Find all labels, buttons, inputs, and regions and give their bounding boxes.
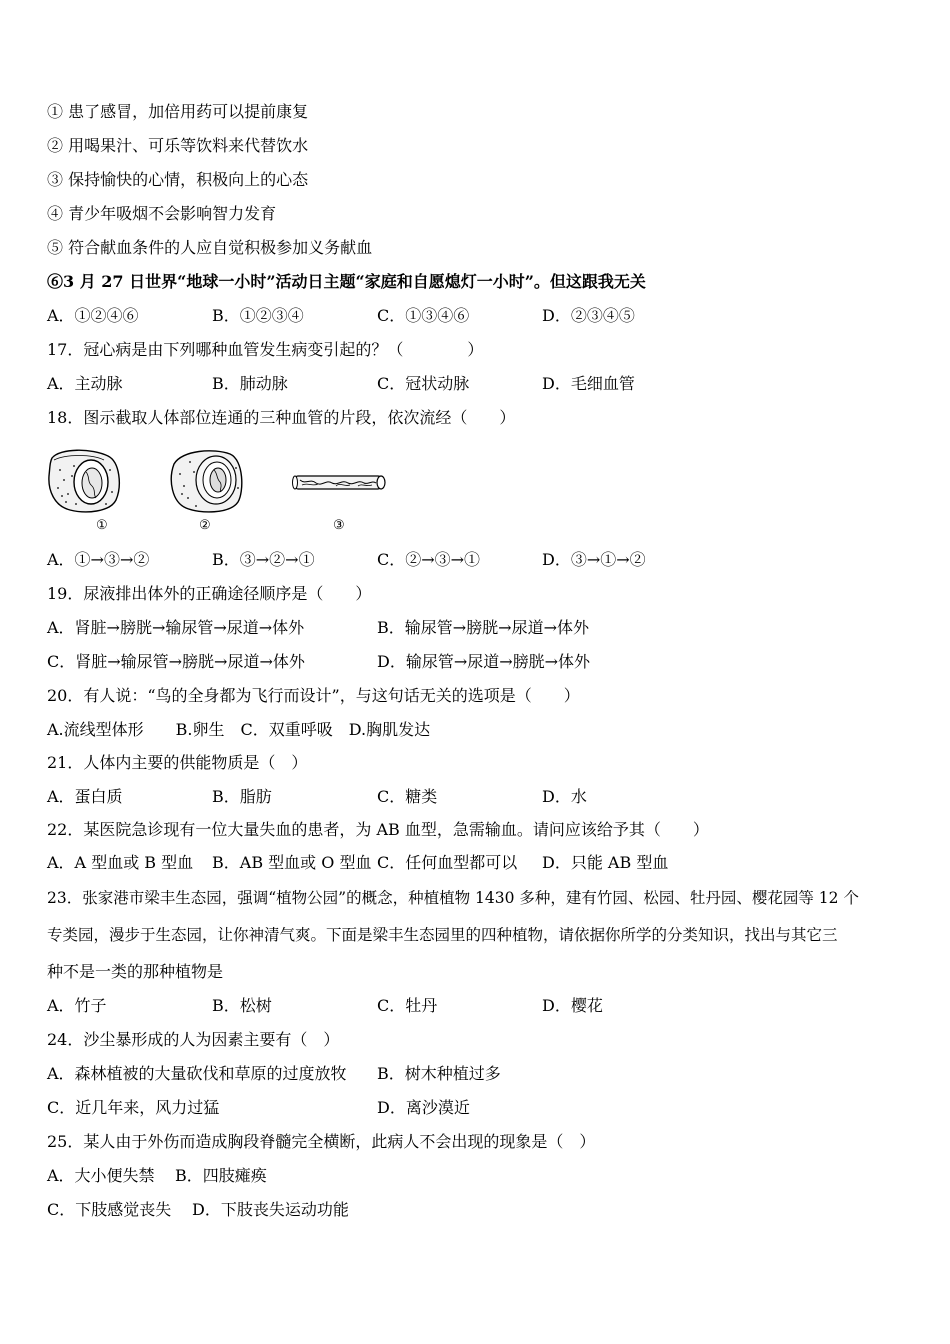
q18-option-d: D．③→①→② <box>542 550 646 569</box>
q25-option-a: A．大小便失禁 <box>47 1166 155 1185</box>
q24-option-b: B．树木种植过多 <box>377 1064 501 1083</box>
q22-stem: 22．某医院急诊现有一位大量失血的患者，为 AB 血型，急需输血。请问应该给予其（ ） <box>47 820 709 839</box>
q24-stem: 24．沙尘暴形成的人为因素主要有（ ） <box>47 1030 340 1049</box>
intro-item-3: ③ 保持愉快的心情，积极向上的心态 <box>47 170 309 189</box>
q23-stem-line-3: 种不是一类的那种植物是 <box>47 962 224 981</box>
q20-stem: 20．有人说：“鸟的全身都为飞行而设计”，与这句话无关的选项是（ ） <box>47 686 580 705</box>
q19-stem: 19．尿液排出体外的正确途径顺序是（ ） <box>47 584 372 603</box>
q19-option-a: A．肾脏→膀胱→输尿管→尿道→体外 <box>47 618 305 637</box>
q17-stem: 17．冠心病是由下列哪种血管发生病变引起的？（ ） <box>47 340 484 359</box>
vessel-label-3: ③ <box>333 518 345 533</box>
q21-option-a: A．蛋白质 <box>47 787 123 806</box>
q16-option-b: B．①②③④ <box>212 306 304 325</box>
q23-option-b: B．松树 <box>212 996 272 1015</box>
intro-item-4: ④ 青少年吸烟不会影响智力发育 <box>47 204 277 223</box>
q19-option-b: B．输尿管→膀胱→尿道→体外 <box>377 618 589 637</box>
q25-stem: 25．某人由于外伤而造成胸段脊髓完全横断，此病人不会出现的现象是（ ） <box>47 1132 596 1151</box>
q18-option-a: A．①→③→② <box>47 550 150 569</box>
q16-option-a: A．①②④⑥ <box>47 306 139 325</box>
q24-option-d: D．离沙漠近 <box>377 1098 470 1117</box>
q18-stem: 18．图示截取人体部位连通的三种血管的片段，依次流经（ ） <box>47 408 516 427</box>
q23-stem-line-1: 23．张家港市梁丰生态园，强调“植物公园”的概念，种植植物 1430 多种，建有竹园、松园、牡丹园、樱花园等 12 个 <box>47 889 859 907</box>
q22-option-b: B．AB 型血或 O 型血 <box>212 853 372 872</box>
q21-option-b: B．脂肪 <box>212 787 272 806</box>
q16-option-d: D．②③④⑤ <box>542 306 635 325</box>
q18-option-c: C．②→③→① <box>377 550 481 569</box>
vessel-figure-1 <box>46 446 124 516</box>
q23-stem-line-2: 专类园，漫步于生态园，让你神清气爽。下面是梁丰生态园里的四种植物，请依据你所学的分类知识，找出与其它三 <box>47 926 838 944</box>
q25-option-b: B．四肢瘫痪 <box>175 1166 267 1185</box>
q17-option-d: D．毛细血管 <box>542 374 635 393</box>
q21-stem: 21．人体内主要的供能物质是（ ） <box>47 753 308 772</box>
q23-option-c: C．牡丹 <box>377 996 438 1015</box>
q22-option-a: A．A 型血或 B 型血 <box>47 853 194 872</box>
q23-option-d: D．樱花 <box>542 996 603 1015</box>
intro-item-1: ① 患了感冒，加倍用药可以提前康复 <box>47 102 309 121</box>
q22-option-c: C．任何血型都可以 <box>377 853 518 872</box>
q16-option-c: C．①③④⑥ <box>377 306 470 325</box>
q22-option-d: D．只能 AB 型血 <box>542 853 669 872</box>
q19-option-d: D．输尿管→尿道→膀胱→体外 <box>377 652 591 671</box>
q20-options: A.流线型体形 B.卵生 C．双重呼吸 D.胸肌发达 <box>47 720 431 739</box>
q23-option-a: A．竹子 <box>47 996 107 1015</box>
vessel-label-2: ② <box>199 518 211 533</box>
q25-option-c: C．下肢感觉丧失 <box>47 1200 172 1219</box>
q25-option-d: D．下肢丧失运动功能 <box>192 1200 349 1219</box>
intro-item-2: ② 用喝果汁、可乐等饮料来代替饮水 <box>47 136 309 155</box>
q21-option-d: D．水 <box>542 787 587 806</box>
q17-option-c: C．冠状动脉 <box>377 374 470 393</box>
q17-option-b: B．肺动脉 <box>212 374 288 393</box>
q18-option-b: B．③→②→① <box>212 550 315 569</box>
vessel-figure-3 <box>292 472 388 494</box>
q21-option-c: C．糖类 <box>377 787 438 806</box>
q24-option-a: A．森林植被的大量砍伐和草原的过度放牧 <box>47 1064 347 1083</box>
q17-option-a: A．主动脉 <box>47 374 123 393</box>
vessel-label-1: ① <box>96 518 108 533</box>
q24-option-c: C．近几年来，风力过猛 <box>47 1098 220 1117</box>
intro-item-6: ⑥3 月 27 日世界“地球一小时”活动日主题“家庭和自愿熄灯一小时”。但这跟我无关 <box>47 272 646 291</box>
q19-option-c: C．肾脏→输尿管→膀胱→尿道→体外 <box>47 652 305 671</box>
vessel-figure-2 <box>166 446 246 516</box>
intro-item-5: ⑤ 符合献血条件的人应自觉积极参加义务献血 <box>47 238 373 257</box>
